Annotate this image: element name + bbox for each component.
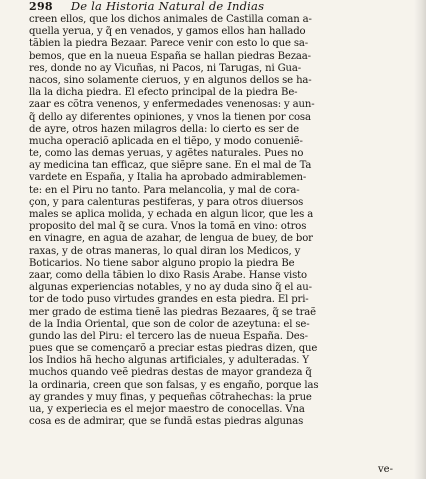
catchword: ve- bbox=[378, 464, 393, 475]
text-line: proposito del mal q̃ se cura. Vnos la tomã en vino: otros bbox=[29, 221, 307, 233]
text-line: en vinagre, en agua de azahar, de lengua de buey, de bor bbox=[29, 233, 313, 245]
text-line: te: en el Piru no tanto. Para melancolia, y mal de cora- bbox=[29, 184, 300, 196]
running-title: De la Historia Natural de Indias bbox=[70, 0, 265, 13]
text-line: ay medicina tan efficaz, que siẽpre sane. En el mal de Ta bbox=[29, 160, 312, 172]
text-line: mucha operaciõ aplicada en el tiẽpo, y modo conueniẽ- bbox=[29, 135, 303, 147]
text-line: nacos, sino solamente cieruos, y en algunos dellos se ha- bbox=[29, 74, 312, 86]
page-gutter-shadow bbox=[414, 0, 426, 479]
text-line: bemos, que en la nueua España se hallan piedras Bezaa- bbox=[29, 50, 311, 62]
text-line: pues que se començarõ a preciar estas piedras dizen, que bbox=[29, 343, 318, 355]
text-line: res, donde no ay Vicuñas, ni Pacos, ni Tarugas, ni Gua- bbox=[29, 62, 302, 74]
text-line: muchos quando veẽ piedras destas de mayor grandeza q̃ bbox=[29, 367, 312, 379]
page-number: 298 bbox=[29, 0, 53, 13]
text-line: algunas experiencias notables, y no ay duda sino q̃ el au- bbox=[29, 282, 312, 294]
text-line: zaar, como della tãbien lo dixo Rasis Arabe. Hanse visto bbox=[29, 269, 307, 281]
text-line: males se aplica molida, y echada en algun licor, que les a bbox=[29, 209, 314, 220]
text-line: te, como las demas yeruas, y agẽtes naturales. Pues no bbox=[29, 148, 304, 160]
text-line: vardete en España, y Italia ha aprobado admirablemen- bbox=[29, 172, 307, 184]
text-line: mer grado de estima tienẽ las piedras Bezaares, q̃ se traẽ bbox=[29, 306, 316, 318]
text-line: tãbien la piedra Bezaar. Parece venir con esto lo que sa- bbox=[29, 38, 309, 50]
text-line: ua, y experiecia es el mejor maestro de conocellas. Vna bbox=[29, 404, 305, 415]
text-line: zaar es cõtra venenos, y enfermedades venenosas: y aun- bbox=[29, 99, 315, 111]
text-line: tor de todo puso virtudes grandes en esta piedra. El pri- bbox=[29, 294, 309, 306]
text-line: la ordinaria, creen que son falsas, y es engaño, porque las bbox=[29, 379, 319, 391]
text-line: ay grandes y muy finas, y pequeñas cõtrahechas: la prue bbox=[29, 391, 312, 403]
text-line: lla la dicha piedra. El efecto principal de la piedra Be- bbox=[29, 87, 298, 99]
text-line: de ayre, otros hazen milagros della: lo cierto es ser de bbox=[29, 123, 299, 135]
page-header bbox=[29, 0, 404, 12]
text-line: q̃ dello ay diferentes opiniones, y vnos la tienen por cosa bbox=[29, 111, 311, 123]
text-line: quella yerua, y q̃ en venados, y gamos ellos han hallado bbox=[29, 26, 306, 38]
text-line: Boticarios. No tiene sabor alguno propio la piedra Be bbox=[29, 257, 295, 269]
text-line: çon, y para calenturas pestiferas, y para otros diuersos bbox=[29, 196, 304, 208]
body-text bbox=[29, 14, 409, 428]
text-line: de la India Oriental, que son de color de azeytuna: el se- bbox=[29, 318, 310, 330]
text-line: creen ellos, que los dichos animales de Castilla coman a- bbox=[29, 14, 312, 25]
text-line: los Indios hã hecho algunas artificiales, y adulteradas. Y bbox=[29, 355, 309, 367]
text-line: raxas, y de otras maneras, lo qual diran los Medicos, y bbox=[29, 245, 301, 257]
text-line: gundo las del Piru: el tercero las de nueua España. Des- bbox=[29, 330, 308, 342]
text-line: cosa es de admirar, que se fundã estas piedras algunas bbox=[29, 416, 304, 428]
